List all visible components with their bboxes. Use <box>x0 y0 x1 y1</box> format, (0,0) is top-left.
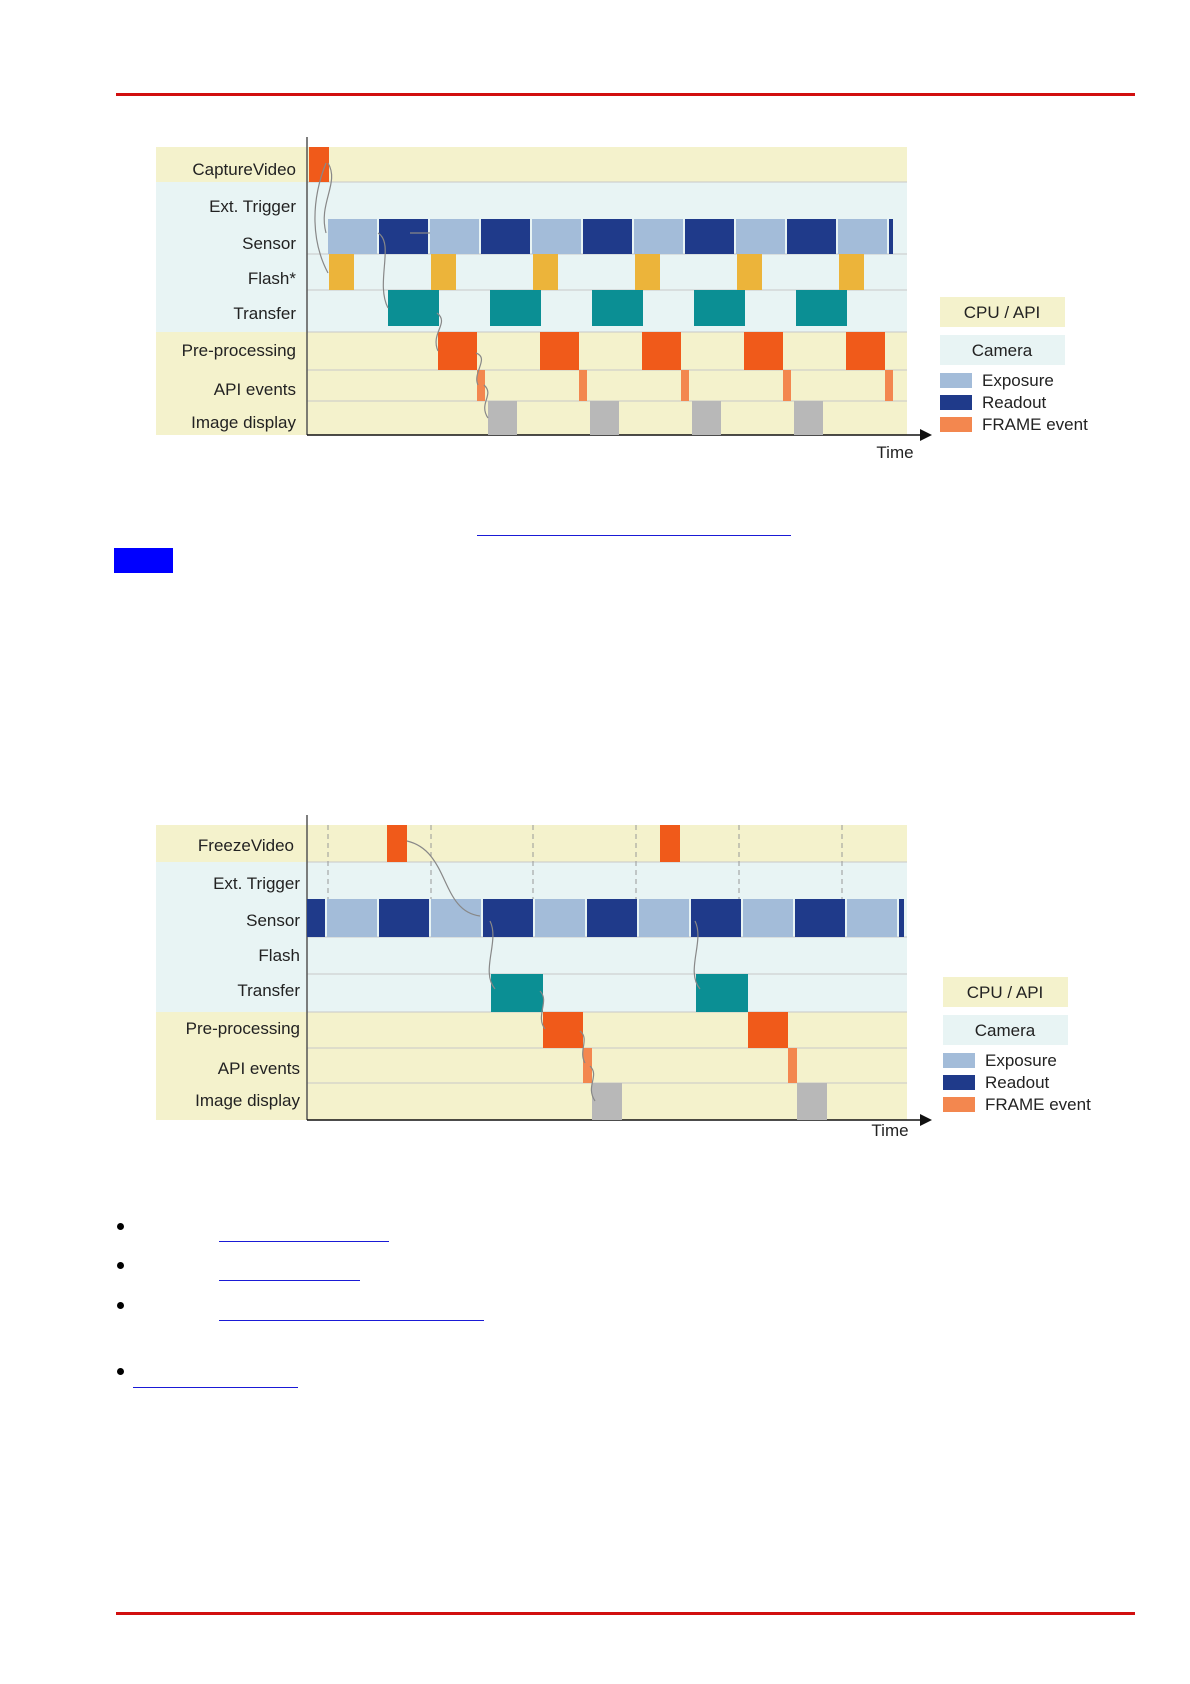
frame_event-block <box>579 370 587 401</box>
label: Camera <box>974 1021 1036 1040</box>
flash-block <box>839 254 864 290</box>
row-label-pre-processing: Pre-processing <box>181 341 296 360</box>
frame_event-block <box>783 370 791 401</box>
list-link[interactable] <box>219 1320 484 1321</box>
row-label-transfer: Transfer <box>237 981 300 1000</box>
frame_event-block <box>885 370 893 401</box>
flash-block <box>329 254 354 290</box>
label: CPU / API <box>966 983 1044 1002</box>
transfer-block <box>491 974 543 1012</box>
exposure-block <box>430 219 479 254</box>
row-label-freezevideo: FreezeVideo <box>197 836 294 855</box>
exposure-block <box>327 899 377 937</box>
label: Readout <box>982 393 1047 412</box>
footer-rule <box>116 1612 1135 1615</box>
row-label-ext-trigger: Ext. Trigger <box>209 197 296 216</box>
exposure-block <box>328 219 377 254</box>
time-axis-arrow <box>920 429 932 441</box>
freezevideo-call <box>660 825 680 862</box>
exposure-block <box>535 899 585 937</box>
list-bullet <box>117 1368 124 1375</box>
image_display-block <box>794 401 823 435</box>
row-label-api-events: API events <box>217 1059 300 1078</box>
preprocessing-block <box>744 332 783 370</box>
row-label-api-events: API events <box>213 380 296 399</box>
label: CPU / API <box>963 303 1041 322</box>
row-label-image-display: Image display <box>195 1091 300 1110</box>
capture-video-timing-diagram <box>150 133 1110 473</box>
list-bullet <box>117 1223 124 1230</box>
row-label-ext-trigger: Ext. Trigger <box>213 874 300 893</box>
flash-block <box>533 254 558 290</box>
preprocessing-block <box>748 1012 788 1048</box>
list-bullet <box>117 1262 124 1269</box>
highlight-marker <box>114 548 173 573</box>
label: FRAME event <box>982 415 1088 434</box>
row-label-sensor: Sensor <box>242 234 296 253</box>
frame_event-block <box>583 1048 592 1083</box>
sensor-blocks <box>307 899 904 937</box>
row-label-sensor: Sensor <box>246 911 300 930</box>
frame_event-block <box>681 370 689 401</box>
label: Exposure <box>982 371 1054 390</box>
list-bullet <box>117 1302 124 1309</box>
label: Readout <box>985 1073 1050 1092</box>
readout-block <box>899 899 904 937</box>
preprocessing-block <box>543 1012 583 1048</box>
readout-block <box>795 899 845 937</box>
freezevideo-call <box>387 825 407 862</box>
exposure-block <box>634 219 683 254</box>
diagram-mark <box>920 1114 932 1126</box>
exposure-block <box>736 219 785 254</box>
label: Time <box>871 1121 909 1140</box>
exposure-block <box>940 373 972 388</box>
readout-block <box>940 395 972 410</box>
readout-block <box>943 1075 975 1090</box>
image_display-block <box>592 1083 622 1120</box>
transfer-block <box>388 290 439 326</box>
list-link[interactable] <box>219 1241 389 1242</box>
readout-block <box>691 899 741 937</box>
preprocessing-block <box>846 332 885 370</box>
exposure-block <box>639 899 689 937</box>
readout-block <box>379 899 429 937</box>
image_display-block <box>797 1083 827 1120</box>
readout-block <box>685 219 734 254</box>
exposure-block <box>943 1053 975 1068</box>
transfer-block <box>490 290 541 326</box>
label: FRAME event <box>985 1095 1091 1114</box>
list-link[interactable] <box>133 1387 298 1388</box>
row-label-capturevideo: CaptureVideo <box>192 160 296 179</box>
transfer-block <box>694 290 745 326</box>
readout-block <box>481 219 530 254</box>
readout-block <box>787 219 836 254</box>
row-label-flash: Flash <box>258 946 300 965</box>
sensor-blocks <box>328 219 893 254</box>
readout-block <box>307 899 325 937</box>
exposure-block <box>743 899 793 937</box>
row-label-flash: Flash* <box>247 269 296 288</box>
exposure-block <box>847 899 897 937</box>
frame_event-block <box>943 1097 975 1112</box>
header-rule <box>116 93 1135 96</box>
row-label-pre-processing: Pre-processing <box>185 1019 300 1038</box>
image_display-block <box>692 401 721 435</box>
time-label: Time <box>876 443 914 462</box>
exposure-block <box>532 219 581 254</box>
figure-link[interactable] <box>477 535 791 536</box>
flash-block <box>635 254 660 290</box>
transfer-block <box>592 290 643 326</box>
image_display-block <box>590 401 619 435</box>
exposure-block <box>838 219 887 254</box>
transfer-block <box>696 974 748 1012</box>
preprocessing-block <box>642 332 681 370</box>
preprocessing-block <box>540 332 579 370</box>
flash-block <box>737 254 762 290</box>
legend <box>943 977 1091 1114</box>
row-label-transfer: Transfer <box>233 304 296 323</box>
exposure-block <box>431 899 481 937</box>
frame_event-block <box>940 417 972 432</box>
label: Exposure <box>985 1051 1057 1070</box>
frame_event-block <box>788 1048 797 1083</box>
flash-block <box>431 254 456 290</box>
list-link[interactable] <box>219 1280 360 1281</box>
legend <box>940 297 1088 434</box>
readout-block <box>889 219 893 254</box>
readout-block <box>583 219 632 254</box>
row-label-image-display: Image display <box>191 413 296 432</box>
freeze-video-timing-diagram <box>150 811 1110 1151</box>
readout-block <box>483 899 533 937</box>
readout-block <box>587 899 637 937</box>
transfer-block <box>796 290 847 326</box>
readout-block <box>379 219 428 254</box>
preprocessing-block <box>438 332 477 370</box>
image_display-block <box>488 401 517 435</box>
label: Camera <box>971 341 1033 360</box>
